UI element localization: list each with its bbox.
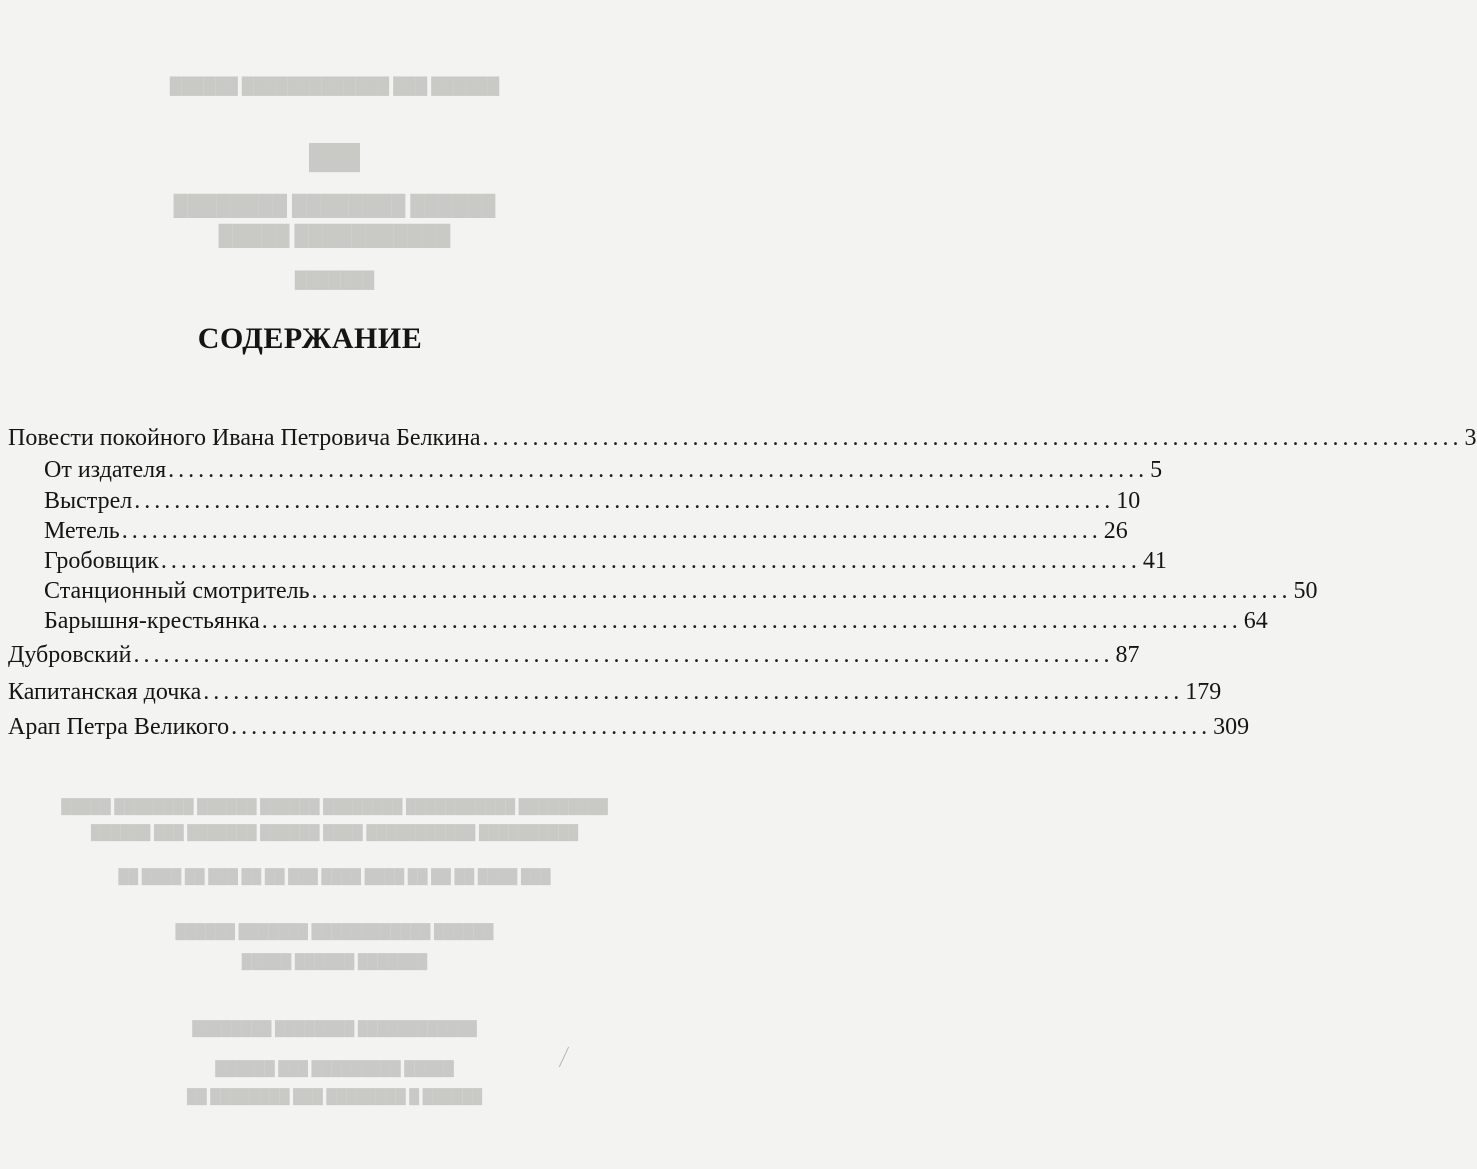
show-through-text: ███████ [294,272,375,289]
toc-entry-title: Станционный смотритель [44,578,310,604]
dot-leader: .................................................................................................. [482,425,1463,451]
dot-leader: .................................................................................................. [121,518,1102,544]
toc-entry [44,456,1163,484]
show-through-text: ████████████ ████████ ████████ [192,1022,477,1037]
toc-entry-title: Гробовщик [44,548,159,574]
dot-leader: .................................................................................................. [168,457,1149,483]
toc-entry-page: 309 [1213,714,1250,740]
toc-entry [8,678,1222,706]
dot-leader: .................................................................................................. [133,642,1114,668]
toc-entry-page: 64 [1243,608,1268,634]
toc-entry [44,487,1141,515]
toc-entry-title: Метель [44,518,120,544]
toc-entry [44,517,1128,545]
toc-entry-title: Повести покойного Ивана Петровича Белкина [8,425,481,451]
dot-leader: .................................................................................................. [231,714,1212,740]
toc-entry-page: 87 [1115,642,1140,668]
toc-entry [44,577,1318,605]
contents-heading: СОДЕРЖАНИЕ [197,322,423,355]
toc-entry-title: Арап Петра Великого [8,714,230,740]
show-through-text: ██████████ ███████████ ████ ██████ ███████ ███ ██████ [90,826,579,841]
show-through-text: ██████ ███ █████████████ ██████ [169,78,500,95]
toc-entry [44,547,1167,575]
toc-entry-page: 5 [1150,457,1163,483]
show-through-text: ██████ ████████████ ███████ ██████ [175,925,494,940]
toc-entry-page: 26 [1103,518,1128,544]
toc-entry [8,641,1140,669]
show-through-text: ███████████ █████ [218,225,451,247]
toc-entry-title: Барышня-крестьянка [44,608,260,634]
toc-entry-title: Дубровский [8,642,132,668]
toc-entry [8,713,1250,741]
show-through-text: ██████ █ ████████ ███ ████████ ██ [186,1090,483,1105]
show-through-text: ███ ████ ██ ██ ██ ████ ████ ███ ██ ██ ███ ██ ████ ██ [118,870,551,885]
toc-entry-page: 50 [1293,578,1318,604]
toc-entry-page: 3 [1464,425,1477,451]
show-through-text: ███ [309,145,361,171]
show-through-text: █████████ ███████████ ████████ ██████ ██████ ████████ █████ [61,800,608,815]
dot-leader: .................................................................................................. [160,548,1141,574]
toc-entry-title: Капитанская дочка [8,679,202,705]
show-through-text: ███████ ██████ █████ [241,955,428,970]
show-through-text: ██████ ████████ ████████ [173,195,496,217]
toc-entry-page: 41 [1142,548,1167,574]
dot-leader: .................................................................................................. [261,608,1242,634]
toc-entry-title: Выстрел [44,488,133,514]
dot-leader: .................................................................................................. [134,488,1115,514]
toc-entry [8,424,1477,452]
toc-entry-page: 10 [1116,488,1141,514]
dot-leader: .................................................................................................. [311,578,1292,604]
show-through-text: █████ █████████ ███ ██████ [215,1062,454,1077]
dot-leader: .................................................................................................. [203,679,1184,705]
toc-entry [44,607,1268,635]
toc-entry-page: 179 [1185,679,1222,705]
toc-entry-title: От издателя [44,457,167,483]
